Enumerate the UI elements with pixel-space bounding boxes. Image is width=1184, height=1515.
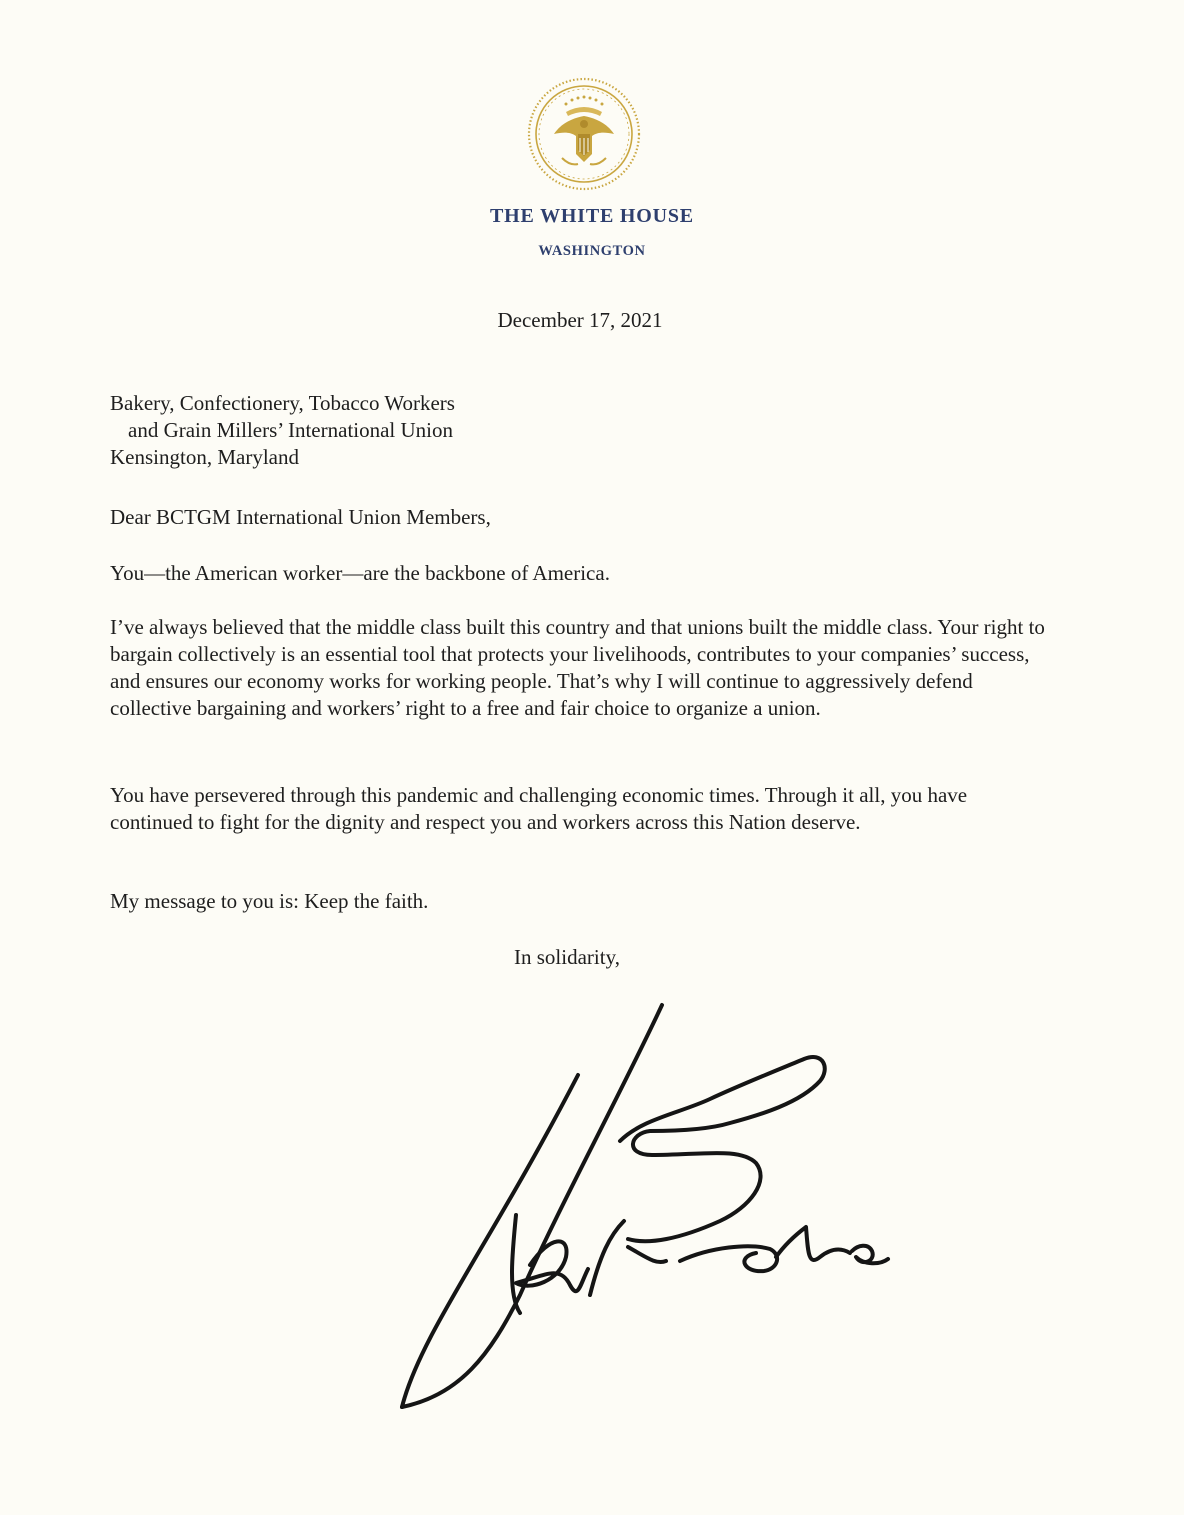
- recipient-line-3: Kensington, Maryland: [110, 445, 299, 469]
- presidential-seal-icon: [526, 76, 642, 192]
- body-paragraph-2: I’ve always believed that the middle class built this country and that unions built the middle class. Your right to bargain collectively is an essential tool that protects your livelihoods, contributes to your companies’ success, and ensures our economy works for working people. That’s why I will continue to aggressively defend collective bargaining and workers’ right to a free and fair choice to organize a union.: [110, 615, 1045, 720]
- recipient-line-2: and Grain Millers’ International Union: [128, 418, 454, 442]
- recipient-address: [110, 390, 455, 471]
- letterhead-subtitle: WASHINGTON: [538, 243, 646, 259]
- closing: In solidarity,: [514, 945, 620, 969]
- salutation: Dear BCTGM International Union Members,: [110, 505, 491, 529]
- signature-icon: [380, 995, 900, 1415]
- letter-date: December 17, 2021: [497, 308, 663, 332]
- body-paragraph-4: My message to you is: Keep the faith.: [110, 889, 429, 913]
- body-paragraph-1: You—the American worker—are the backbone of America.: [110, 561, 610, 585]
- letterhead-title: THE WHITE HOUSE: [490, 205, 694, 227]
- body-paragraph-3: You have persevered through this pandemic and challenging economic times. Through it all, you have continued to fight for the dignity and respect you and workers across this Nation deserve.: [110, 783, 968, 834]
- recipient-line-1: Bakery, Confectionery, Tobacco Workers: [110, 391, 455, 415]
